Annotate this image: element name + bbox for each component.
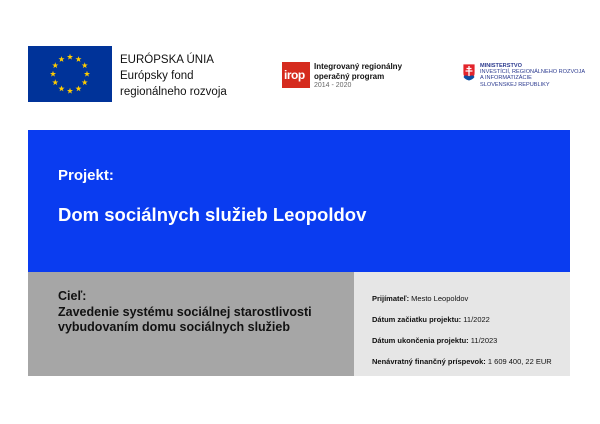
ministry-line4: SLOVENSKEJ REPUBLIKY — [480, 81, 550, 88]
ministry-line2: INVESTÍCIÍ, REGIONÁLNEHO ROZVOJA — [480, 69, 586, 76]
eu-star-icon — [82, 79, 88, 85]
irop-label-line2: operačný program — [314, 71, 385, 81]
eu-star-icon — [84, 71, 90, 77]
end-date-label: Dátum ukončenia projektu: — [372, 336, 469, 345]
ministry-line3: A INFORMATIZÁCIE — [480, 75, 532, 82]
goal-section — [28, 272, 354, 376]
grant-label: Nenávratný finančný príspevok: — [372, 357, 486, 366]
ministry-line1: MINISTERSTVO — [480, 63, 522, 69]
project-poster — [28, 44, 586, 376]
project-band — [28, 130, 570, 272]
eu-label-line1: EURÓPSKA ÚNIA — [120, 54, 214, 66]
eu-star-icon — [50, 71, 56, 77]
recipient-value: Mesto Leopoldov — [411, 294, 469, 303]
eu-star-icon — [75, 56, 81, 62]
eu-star-icon — [52, 62, 58, 68]
recipient-row — [372, 294, 468, 303]
eu-star-icon — [67, 88, 73, 94]
irop-label-line1: Integrovaný regionálny — [314, 62, 403, 71]
project-title: Dom sociálnych služieb Leopoldov — [58, 204, 367, 225]
irop-mark: irop — [284, 68, 305, 82]
grant-row — [372, 357, 552, 366]
eu-star-icon — [67, 54, 73, 60]
grant-value: 1 609 400, 22 EUR — [487, 357, 552, 366]
project-details — [354, 272, 570, 376]
eu-star-icon — [82, 62, 88, 68]
eu-star-icon — [75, 86, 81, 92]
eu-star-icon — [58, 86, 64, 92]
eu-star-icon — [58, 56, 64, 62]
eu-flag-icon — [28, 46, 112, 102]
irop-years: 2014 - 2020 — [314, 82, 352, 89]
goal-line2: vybudovaním domu sociálnych služieb — [58, 320, 290, 334]
goal-text — [58, 305, 348, 335]
start-date-label: Dátum začiatku projektu: — [372, 315, 462, 324]
project-label: Projekt: — [58, 167, 114, 184]
eu-fund-label — [120, 52, 227, 100]
logo-strip — [28, 44, 586, 106]
end-date-row — [372, 336, 497, 345]
start-date-value: 11/2022 — [463, 315, 490, 324]
ministry-label — [480, 63, 586, 88]
eu-label-line2: Európsky fond — [120, 70, 194, 82]
recipient-label: Prijímateľ: — [372, 294, 410, 303]
start-date-row — [372, 315, 490, 324]
irop-label — [314, 62, 424, 91]
slovak-coat-of-arms-icon — [462, 63, 476, 81]
goal-label: Cieľ: — [58, 289, 87, 303]
eu-star-icon — [52, 79, 58, 85]
irop-logo-icon — [282, 62, 310, 88]
goal-line1: Zavedenie systému sociálnej starostlivosti — [58, 305, 312, 319]
end-date-value: 11/2023 — [470, 336, 498, 345]
eu-label-line3: regionálneho rozvoja — [120, 86, 227, 98]
